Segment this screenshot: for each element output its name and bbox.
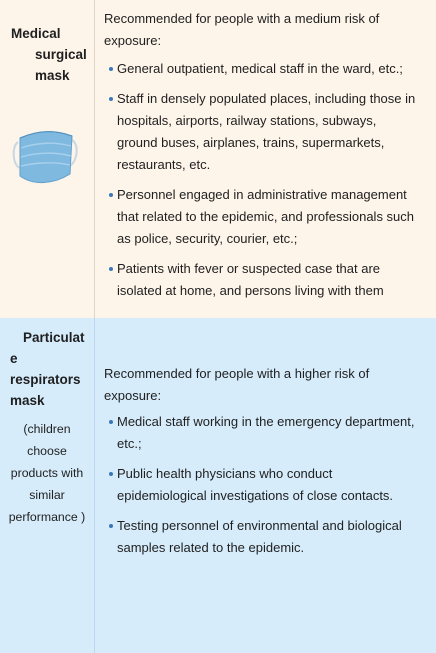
list-item: Patients with fever or suspected case that are isolated at home, and persons living with them: [117, 258, 417, 302]
list-item: Public health physicians who conduct epidemiological investigations of close contacts.: [117, 463, 417, 507]
list-item: Personnel engaged in administrative management that related to the epidemic, and professionals such as police, security, courier, etc.;: [117, 184, 417, 250]
surgical-mask-row: [0, 0, 436, 318]
list-item: General outpatient, medical staff in the ward, etc.;: [117, 58, 417, 80]
list-item: Staff in densely populated places, including those in hospitals, airports, railway stations, subways, ground buses, airplanes, trains, supermarkets, restaurants, etc.: [117, 88, 417, 176]
list-item: Medical staff working in the emergency department, etc.;: [117, 411, 417, 455]
respirator-mask-row: [0, 318, 436, 653]
respirator-detail-cell: [95, 318, 436, 653]
respirator-title: Particulat e respirators mask: [10, 330, 85, 408]
surgical-mask-intro: Recommended for people with a medium risk of exposure:: [104, 11, 380, 48]
respirator-label-cell: [0, 318, 95, 653]
surgical-mask-list: [117, 58, 417, 310]
surgical-mask-icon: [10, 128, 80, 195]
surgical-mask-title: Medical surgical mask: [11, 26, 87, 83]
respirator-intro: Recommended for people with a higher risk of exposure:: [104, 366, 370, 403]
respirator-note: (children choose products with similar performance ): [8, 422, 86, 524]
surgical-mask-label-cell: [0, 0, 95, 318]
surgical-mask-detail-cell: [95, 0, 436, 318]
respirator-list: [117, 411, 417, 567]
list-item: Testing personnel of environmental and biological samples related to the epidemic.: [117, 515, 417, 559]
